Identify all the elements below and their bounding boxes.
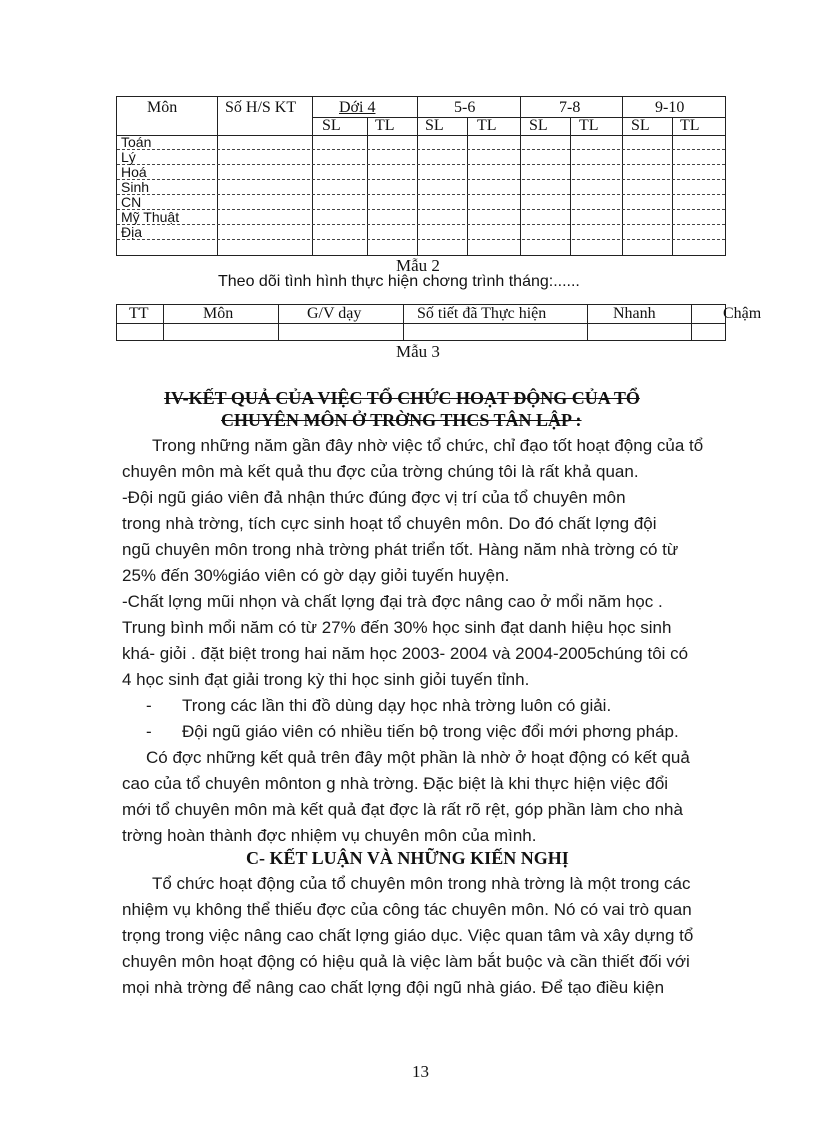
paragraph-line: trọng trong việc nâng cao chất lợng giáo dục. Việc quan tâm và xây dựng tổ <box>122 926 694 945</box>
paragraph-line: Trung bình mổi năm có từ 27% đến 30% học sinh đạt danh hiệu học sinh <box>122 618 672 637</box>
header-tl: TL <box>375 117 395 134</box>
paragraph-line: trờng hoàn thành đợc nhiệm vụ chuyên môn của mình. <box>122 826 537 845</box>
section-iv-heading-line1: IV-KẾT QUẢ CỦA VIỆC TỔ CHỨC HOẠT ĐỘNG CỦA TỔ <box>164 388 640 408</box>
header-mon: Môn <box>203 305 234 322</box>
header-tt: TT <box>129 305 149 322</box>
grade-statistics-table <box>116 96 726 256</box>
header-sl: SL <box>529 117 548 134</box>
paragraph-line: 25% đến 30%giáo viên có gờ dạy giỏi tuyến huyện. <box>122 566 510 585</box>
header-tl: TL <box>477 117 497 134</box>
header-nhanh: Nhanh <box>613 305 656 322</box>
header-sl: SL <box>425 117 444 134</box>
header-cham: Chậm <box>723 305 762 322</box>
bullet-item: Trong các lần thi đồ dùng dạy học nhà trờng luôn có giải. <box>182 696 612 715</box>
header-group-duoi-4: Dới 4 <box>339 99 376 116</box>
header-sl: SL <box>631 117 650 134</box>
paragraph-line: mọi nhà trờng để nâng cao chất lợng đội ngũ nhà giáo. Để tạo điều kiện <box>122 978 665 997</box>
header-group-7-8: 7-8 <box>559 99 581 116</box>
paragraph-line: -Chất lợng mũi nhọn và chất lợng đại trà đợc nâng cao ở mổi năm học . <box>122 592 663 611</box>
paragraph-line: ngũ chuyên môn trong nhà trờng phát triển tốt. Hàng năm nhà trờng có từ <box>122 540 679 559</box>
program-tracking-table <box>116 304 762 341</box>
section-c-heading: C- KẾT LUẬN VÀ NHỮNG KIẾN NGHỊ <box>246 848 569 868</box>
paragraph-line: Trong những năm gần đây nhờ việc tổ chức, chỉ đạo tốt hoạt động của tổ <box>152 436 704 455</box>
header-group-9-10: 9-10 <box>655 99 685 116</box>
paragraph-line: khá- giỏi . đặt biệt trong hai năm học 2003- 2004 và 2004-2005chúng tôi có <box>122 644 689 663</box>
subject-row-label: Hoá <box>121 164 147 180</box>
paragraph-line: Có đợc những kết quả trên đây một phần là nhờ ở hoạt động có kết quả <box>146 748 690 767</box>
paragraph-line: Tổ chức hoạt động của tổ chuyên môn trong nhà trờng là một trong các <box>152 874 691 893</box>
caption-mau-3: Mẫu 3 <box>396 342 440 361</box>
paragraph-line: cao của tổ chuyên mônton g nhà trờng. Đặc biệt là khi thực hiện việc đổi <box>122 774 669 793</box>
bullet-dash: - <box>146 722 152 741</box>
header-group-5-6: 5-6 <box>454 99 476 116</box>
paragraph-line: trong nhà trờng, tích cực sinh hoạt tổ chuyên môn. Do đó chất lợng đội <box>122 514 657 533</box>
subject-row-label: Mỹ Thuật <box>121 209 180 225</box>
subject-row-label: Sinh <box>121 179 150 195</box>
section-iv-heading-line2: CHUYÊN MÔN Ở TRỜNG THCS TÂN LẬP : <box>221 410 582 430</box>
header-mon: Môn <box>147 99 178 116</box>
subject-row-label: Địa <box>121 224 143 240</box>
header-tl: TL <box>579 117 599 134</box>
bullet-dash: - <box>146 696 152 715</box>
subject-row-label: Lý <box>121 149 136 165</box>
header-gv-day: G/V dạy <box>307 305 362 322</box>
header-tl: TL <box>680 117 700 134</box>
caption-mau-2: Mẫu 2 <box>396 256 440 275</box>
subject-row-label: Toán <box>121 134 152 150</box>
bullet-item: Đội ngũ giáo viên có nhiều tiến bộ trong việc đổi mới phơng pháp. <box>182 722 679 741</box>
header-so-hs-kt: Số H/S KT <box>225 99 297 116</box>
paragraph-line: mới tổ chuyên môn mà kết quả đạt đợc là rất rõ rệt, góp phần làm cho nhà <box>122 800 683 819</box>
header-so-tiet: Số tiết đã Thực hiện <box>417 305 547 322</box>
page-number: 13 <box>412 1062 429 1081</box>
paragraph-line: -Đội ngũ giáo viên đả nhận thức đúng đợc vị trí của tổ chuyên môn <box>122 488 626 507</box>
paragraph-line: 4 học sinh đạt giải trong kỳ thi học sinh giỏi tuyến tỉnh. <box>122 670 530 689</box>
header-sl: SL <box>322 117 341 134</box>
paragraph-line: nhiệm vụ không thể thiếu đợc của công tác chuyên môn. Nó có vai trò quan <box>122 900 692 919</box>
paragraph-line: chuyên môn mà kết quả thu đợc của trờng chúng tôi là rất khả quan. <box>122 462 639 481</box>
subject-row-label: CN <box>121 194 142 210</box>
caption-theo-doi: Theo dõi tình hình thực hiện chơng trình tháng:...... <box>218 273 580 290</box>
paragraph-line: chuyên môn hoạt động có hiệu quả là việc làm bắt buộc và cần thiết đối với <box>122 952 690 971</box>
